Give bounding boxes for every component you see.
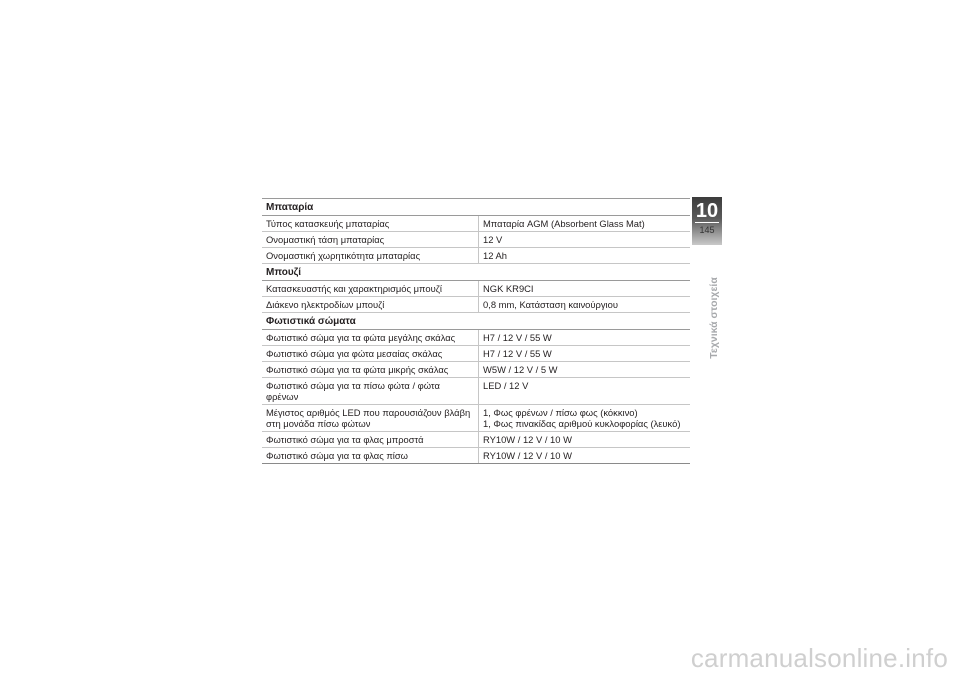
- spec-value: 0,8 mm, Κατάσταση καινούργιου: [479, 297, 691, 313]
- spec-value: LED / 12 V: [479, 378, 691, 405]
- table-row: [262, 330, 690, 346]
- spec-label: Φωτιστικό σώμα για τα φλας μπροστά: [262, 432, 479, 448]
- section-header-spark-plug: [262, 264, 690, 281]
- spec-label: Τύπος κατασκευής μπαταρίας: [262, 216, 479, 232]
- spec-value: RY10W / 12 V / 10 W: [479, 448, 691, 464]
- spec-value: RY10W / 12 V / 10 W: [479, 432, 691, 448]
- spec-value: W5W / 12 V / 5 W: [479, 362, 691, 378]
- table-row: [262, 216, 690, 232]
- table-row: [262, 281, 690, 297]
- table-row: [262, 405, 690, 432]
- watermark: carmanualsonline.info: [690, 643, 948, 673]
- chapter-number: 10: [695, 200, 719, 222]
- table-row: [262, 362, 690, 378]
- spec-value: Μπαταρία AGM (Absorbent Glass Mat): [479, 216, 691, 232]
- spec-value: 12 V: [479, 232, 691, 248]
- chapter-side-title: Τεχνικά στοιχεία: [708, 277, 720, 359]
- table-row: [262, 432, 690, 448]
- spec-value: 12 Ah: [479, 248, 691, 264]
- table-row: [262, 346, 690, 362]
- section-title: Μπαταρία: [262, 199, 690, 216]
- table-row: [262, 448, 690, 464]
- section-title: Φωτιστικά σώματα: [262, 313, 690, 330]
- section-title: Μπουζί: [262, 264, 690, 281]
- page-number: 145: [699, 225, 715, 235]
- spec-label: Φωτιστικό σώμα για τα φλας πίσω: [262, 448, 479, 464]
- chapter-divider: [695, 222, 719, 223]
- spec-label: Ονομαστική χωρητικότητα μπαταρίας: [262, 248, 479, 264]
- spec-label: Διάκενο ηλεκτροδίων μπουζί: [262, 297, 479, 313]
- spec-value: 1, Φως φρένων / πίσω φως (κόκκινο) 1, Φως πινακίδας αριθμού κυκλοφορίας (λευκό): [479, 405, 691, 432]
- table-row: [262, 297, 690, 313]
- spec-label: Κατασκευαστής και χαρακτηρισμός μπουζί: [262, 281, 479, 297]
- spec-value: NGK KR9CI: [479, 281, 691, 297]
- section-header-lighting: [262, 313, 690, 330]
- table-row: [262, 378, 690, 405]
- spec-label: Ονομαστική τάση μπαταρίας: [262, 232, 479, 248]
- spec-label: Φωτιστικό σώμα για φώτα μεσαίας σκάλας: [262, 346, 479, 362]
- chapter-tab: [692, 197, 722, 245]
- technical-data-table: [262, 198, 690, 464]
- spec-label: Μέγιστος αριθμός LED που παρουσιάζουν βλάβη στη μονάδα πίσω φώτων: [262, 405, 479, 432]
- spec-label: Φωτιστικό σώμα για τα φώτα μικρής σκάλας: [262, 362, 479, 378]
- table-row: [262, 232, 690, 248]
- spec-value: H7 / 12 V / 55 W: [479, 330, 691, 346]
- spec-label: Φωτιστικό σώμα για τα πίσω φώτα / φώτα φρένων: [262, 378, 479, 405]
- section-header-battery: [262, 199, 690, 216]
- spec-value: H7 / 12 V / 55 W: [479, 346, 691, 362]
- table-row: [262, 248, 690, 264]
- spec-label: Φωτιστικό σώμα για τα φώτα μεγάλης σκάλας: [262, 330, 479, 346]
